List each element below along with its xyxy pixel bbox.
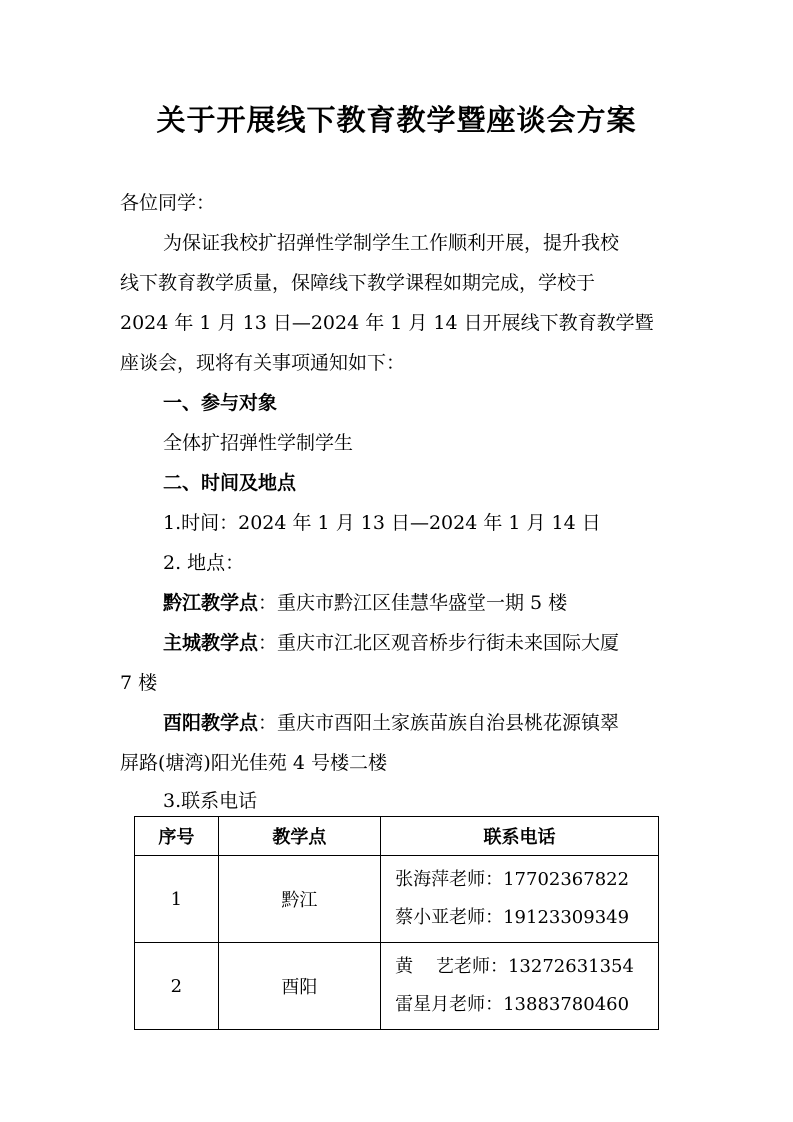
table-header-row xyxy=(135,817,659,856)
intro-line-3: 2024 年 1 月 13 日—2024 年 1 月 14 日开展线下教育教学暨 xyxy=(120,312,654,334)
phone-entry: 张海萍老师：17702367822 xyxy=(395,869,630,890)
column-header: 序号 xyxy=(135,817,219,856)
place-youyang-cont: 屏路(塘湾)阳光佳苑 4 号楼二楼 xyxy=(120,752,387,774)
place-address: ：重庆市江北区观音桥步行街未来国际大厦 xyxy=(258,632,620,654)
place-address: ：重庆市酉阳土家族苗族自治县桃花源镇翠 xyxy=(258,712,620,734)
phone-entry: 蔡小亚老师：19123309349 xyxy=(395,907,630,928)
page-title: 关于开展线下教育教学暨座谈会方案 xyxy=(156,103,637,137)
contact-label: 3.联系电话 xyxy=(163,790,258,812)
greeting: 各位同学： xyxy=(120,192,216,214)
intro-line-2: 线下教育教学质量，保障线下教学课程如期完成，学校于 xyxy=(120,272,596,294)
place-zhucheng xyxy=(163,624,676,662)
place-label: 2. 地点： xyxy=(163,552,245,574)
row-number: 1 xyxy=(135,856,219,943)
place-address: ：重庆市黔江区佳慧华盛堂一期 5 楼 xyxy=(258,592,568,614)
section2-heading: 二、时间及地点 xyxy=(163,472,297,494)
intro-line-4: 座谈会，现将有关事项通知如下： xyxy=(120,352,406,374)
intro-line-1: 为保证我校扩招弹性学制学生工作顺利开展，提升我校 xyxy=(163,232,620,254)
section1-heading: 一、参与对象 xyxy=(163,392,278,414)
table-row xyxy=(135,856,659,943)
row-site: 黔江 xyxy=(218,856,380,943)
section1-text: 全体扩招弹性学制学生 xyxy=(163,432,354,454)
column-header: 联系电话 xyxy=(381,817,659,856)
row-site: 酉阳 xyxy=(218,943,380,1030)
place-name: 黔江教学点 xyxy=(163,592,259,614)
place-name: 酉阳教学点 xyxy=(163,712,259,734)
place-youyang xyxy=(163,704,676,742)
row-phones xyxy=(381,943,659,1030)
place-name: 主城教学点 xyxy=(163,632,259,654)
phone-entry: 雷星月老师：13883780460 xyxy=(395,994,630,1015)
row-phones xyxy=(381,856,659,943)
table-row xyxy=(135,943,659,1030)
row-number: 2 xyxy=(135,943,219,1030)
place-qianjiang xyxy=(163,584,676,622)
contact-table xyxy=(134,816,659,1030)
phone-entry: 黄 艺老师：13272631354 xyxy=(395,956,634,977)
place-zhucheng-cont: 7 楼 xyxy=(120,672,158,694)
time-line: 1.时间：2024 年 1 月 13 日—2024 年 1 月 14 日 xyxy=(163,512,601,534)
column-header: 教学点 xyxy=(218,817,380,856)
